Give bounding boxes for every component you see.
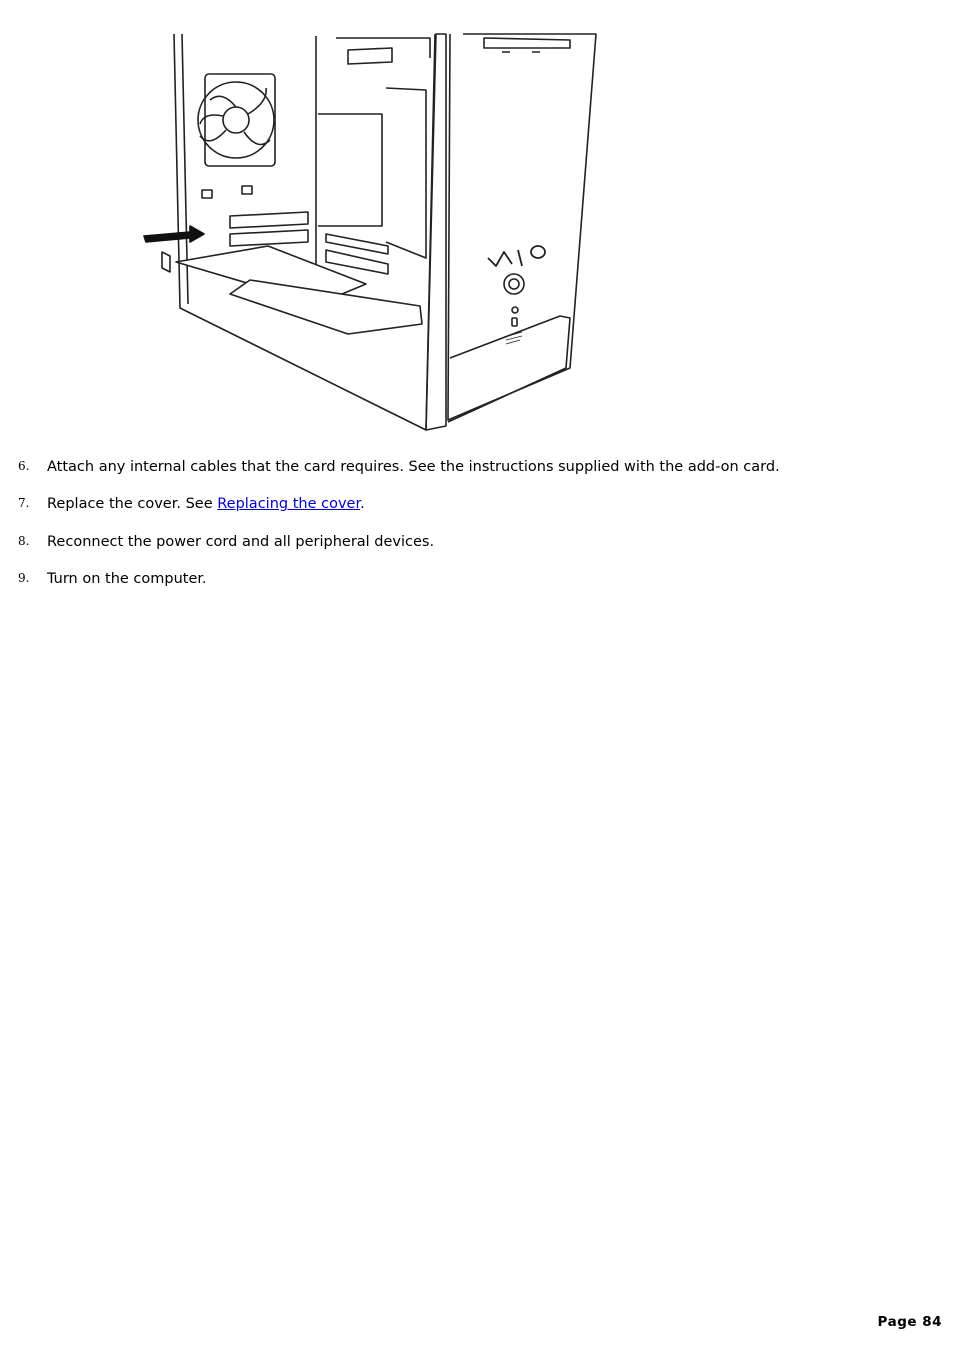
step-text-before-link: Replace the cover. See (47, 496, 218, 512)
replacing-the-cover-link[interactable]: Replacing the cover (217, 496, 361, 512)
step-7 (0, 496, 930, 518)
power-button-icon (504, 274, 524, 294)
step-number: 7. (18, 496, 30, 510)
step-number: 9. (18, 571, 30, 585)
step-text: Attach any internal cables that the card requires. See the instructions supplied with the add-on card. (47, 459, 780, 475)
fan-icon (198, 82, 274, 158)
step-text: Reconnect the power cord and all peripheral devices. (47, 534, 435, 550)
insert-arrow-icon (144, 226, 204, 242)
step-text-after-link: . (360, 496, 365, 512)
step-number: 6. (18, 459, 30, 473)
add-on-card (162, 246, 422, 334)
step-8 (0, 534, 930, 556)
step-number: 8. (18, 534, 30, 548)
step-9 (0, 571, 930, 593)
step-6 (0, 459, 930, 481)
step-text: Turn on the computer. (47, 571, 207, 587)
vaio-logo-icon (488, 246, 545, 266)
front-panel (426, 34, 596, 430)
computer-card-installation-illustration (130, 28, 610, 438)
step-text (47, 496, 365, 512)
page-number: Page 84 (877, 1314, 942, 1330)
